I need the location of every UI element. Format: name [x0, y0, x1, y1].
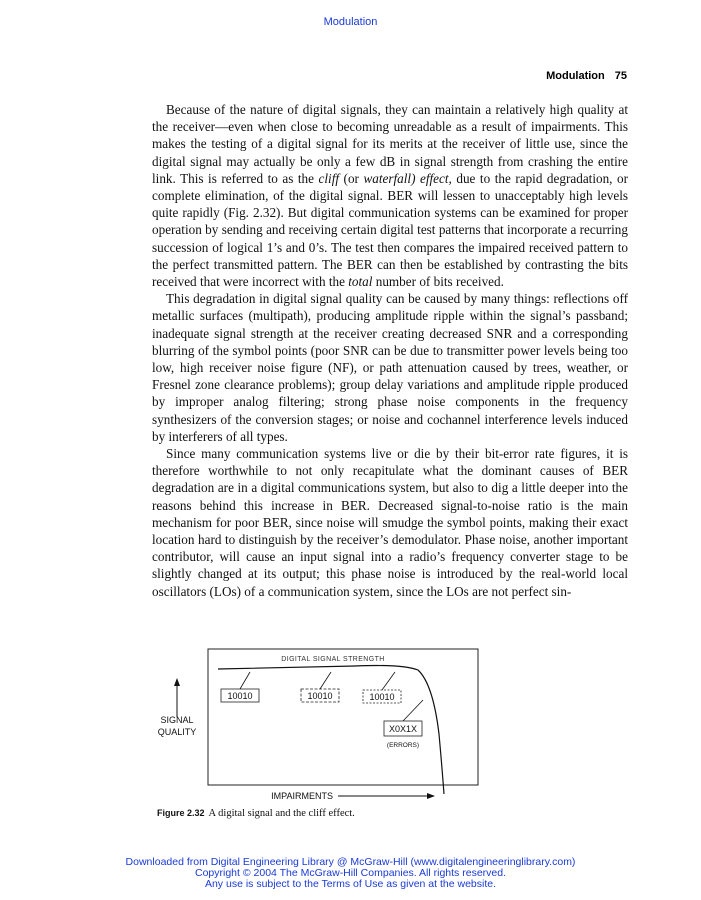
download-footer: [0, 857, 701, 890]
text-run: due to the rapid degradation, or complete elimination, of the digital signal. BER will lessen to unacceptably high levels quite rapidly (Fig. 2.32). But digital communication systems can be examined for proper operation by sending and receiving certain digital test patterns that incorporate a recurring succession of logical 1’s and 0’s. The test then compares the impaired received pattern to the perfect transmitted pattern. The BER can then be established by contrasting the bits received that were incorrect with the: [152, 170, 628, 290]
y-label-signal: SIGNAL: [160, 715, 194, 725]
pointer-4: [403, 700, 423, 721]
text-run: Since many communication systems live or die by their bit-error rate figures, it is therefore worthwhile to not only recapitulate what the dominant causes of BER degradation are in a digital communications system, but also to dig a little deeper into the reasons behind this increase in BER. Decreased signal-to-noise ratio is the main mechanism for poor BER, since noise will smudge the symbol points, making their exact location hard to distinguish by the receiver’s demodulator. Phase noise, another important contributor, will cause an input signal into a radio’s frequency converter stage to be slightly changed at its output; this phase noise is introduced by the real-world local oscillators (LOs) of a communication system, since the LOs are not perfect sin-: [152, 446, 628, 599]
footer-copyright-link[interactable]: Copyright © 2004 The McGraw-Hill Companies. All rights reserved.: [195, 867, 506, 879]
text-run: Because of the nature of digital signals, they can maintain a relatively high quality at the receiver—even when close to becoming unreadable as a result of impairments. This makes the testing of a digital signal for its merits at the receiver of little use, since the digital signal may actually be only a few dB in signal strength from crashing the entire link. This is referred to as the: [152, 102, 628, 186]
body-text: [152, 101, 628, 600]
pointer-2: [320, 672, 331, 689]
footer-download-link[interactable]: Downloaded from Digital Engineering Library @ McGraw-Hill (www.digitalengineeringlibrary.com): [125, 856, 576, 868]
text-run: This degradation in digital signal quality can be caused by many things: reflections off metallic surfaces (multipath), producing amplitude ripple within the signal’s passband; inadequate signal strength at the receiver creating decreased SNR and a corresponding blurring of the symbol points (poor SNR can be due to transmitter power levels being too low, high receiver noise figure (NF), or path attenuation caused by trees, weather, or Fresnel zone clearance problems); group delay variations and amplitude ripple produced by improper analog filtering; strong phase noise components in the frequency synthesizers of the conversion stages; or noise and cochannel interference levels induced by interferers of all types.: [152, 291, 628, 444]
italic-term: cliff: [318, 170, 340, 186]
running-header: [546, 70, 627, 82]
paragraph-1: [152, 101, 628, 290]
paragraph-3: [152, 445, 628, 600]
pointer-3: [382, 672, 395, 690]
figure-frame: [208, 649, 478, 785]
italic-term: total: [348, 274, 373, 290]
errors-note: (ERRORS): [386, 742, 420, 749]
pattern-3-text: 10010: [369, 692, 395, 702]
pointer-1: [240, 672, 250, 689]
text-run: (or: [339, 170, 364, 186]
italic-term: waterfall) effect,: [363, 170, 452, 186]
figure-cliff-effect: [150, 642, 490, 812]
figure-caption: [157, 808, 355, 819]
running-title: Modulation: [546, 70, 605, 82]
x-label-impairments: IMPAIRMENTS: [271, 791, 333, 801]
error-pattern-text: X0X1X: [388, 724, 418, 734]
curve-label: DIGITAL SIGNAL STRENGTH: [281, 656, 385, 663]
text-run: number of bits received.: [372, 274, 504, 290]
figure-diagram: [150, 642, 490, 812]
caption-label: Figure 2.32: [157, 808, 205, 818]
y-label-quality: QUALITY: [157, 727, 197, 737]
top-title-link[interactable]: Modulation: [323, 16, 378, 28]
pattern-2-text: 10010: [307, 691, 333, 701]
page-number: 75: [614, 70, 627, 82]
caption-text: A digital signal and the cliff effect.: [208, 808, 355, 819]
paragraph-2: [152, 290, 628, 445]
pattern-1-text: 10010: [227, 691, 253, 701]
footer-terms-link[interactable]: Any use is subject to the Terms of Use as given at the website.: [204, 878, 497, 890]
